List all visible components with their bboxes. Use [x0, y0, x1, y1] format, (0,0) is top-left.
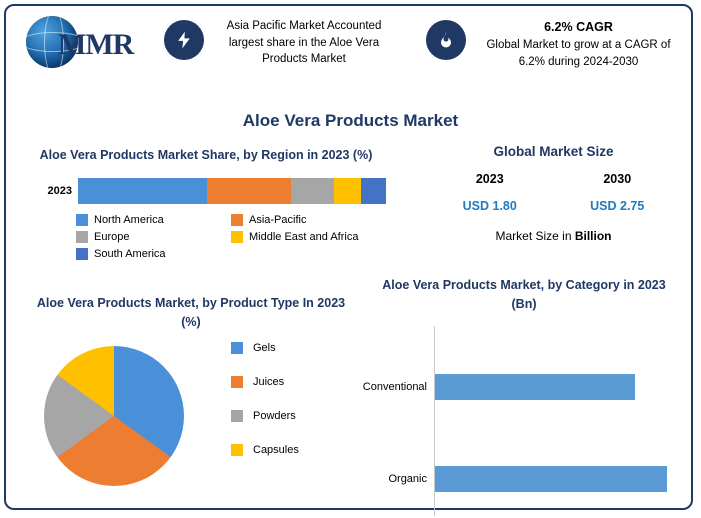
- product-type-pie: [44, 346, 184, 486]
- legend-item: [231, 342, 299, 354]
- region-seg-north-america: [78, 178, 207, 204]
- region-share-chart: [26, 146, 386, 265]
- market-size-years: [426, 172, 681, 186]
- legend-swatch-mea: [231, 231, 243, 243]
- legend-label-south-america: South America: [94, 248, 166, 261]
- page-title: Aloe Vera Products Market: [242, 111, 459, 130]
- legend-swatch-gels: [231, 342, 243, 354]
- legend-label-north-america: North America: [94, 214, 164, 227]
- highlight-cagr: [426, 12, 681, 70]
- legend-swatch-south-america: [76, 248, 88, 260]
- region-seg-asia-pacific: [207, 178, 290, 204]
- region-bar-category: 2023: [47, 185, 72, 198]
- legend-label-gels: Gels: [253, 342, 276, 354]
- legend-label-capsules: Capsules: [253, 444, 299, 456]
- legend-swatch-capsules: [231, 444, 243, 456]
- legend-item: [76, 248, 231, 260]
- legend-swatch-europe: [76, 231, 88, 243]
- legend-label-powders: Powders: [253, 410, 296, 422]
- category-plot-area: [362, 326, 667, 516]
- category-bar-fill-organic: [435, 466, 667, 492]
- legend-label-asia-pacific: Asia-Pacific: [249, 214, 307, 227]
- legend-item: [231, 410, 299, 422]
- brand-logo: [20, 14, 155, 76]
- legend-item: [76, 214, 231, 226]
- region-legend: [26, 214, 386, 265]
- region-seg-europe: [291, 178, 334, 204]
- poster-frame: [4, 4, 693, 510]
- highlight-cagr-body: Global Market to grow at a CAGR of 6.2% during 2024-2030: [486, 39, 671, 68]
- legend-label-juices: Juices: [253, 376, 285, 388]
- category-bar-conventional: [362, 374, 635, 400]
- product-type-chart-title: Aloe Vera Products Market, by Product Type In 2023 (%): [36, 296, 346, 329]
- category-label-conventional: Conventional: [362, 381, 427, 393]
- market-size-footnote: [426, 229, 681, 243]
- legend-label-mea: Middle East and Africa: [249, 231, 359, 244]
- category-chart: [362, 276, 674, 485]
- global-market-size-panel: [426, 144, 681, 243]
- legend-item: [231, 214, 386, 226]
- market-size-footnote-unit: Billion: [574, 229, 612, 243]
- market-size-year-2023: 2023: [475, 172, 504, 186]
- market-size-value-2030: USD 2.75: [590, 199, 645, 213]
- market-size-year-2030: 2030: [603, 172, 632, 186]
- region-bar-row: [26, 178, 386, 204]
- legend-swatch-asia-pacific: [231, 214, 243, 226]
- legend-swatch-north-america: [76, 214, 88, 226]
- product-type-legend: [231, 342, 299, 478]
- highlight-asia-pacific: [164, 12, 394, 68]
- flame-icon: [426, 20, 466, 60]
- legend-item: [76, 231, 231, 243]
- region-seg-mea: [334, 178, 362, 204]
- legend-swatch-juices: [231, 376, 243, 388]
- legend-item: [231, 376, 299, 388]
- category-chart-title: Aloe Vera Products Market, by Category in 2023 (Bn): [382, 278, 666, 311]
- brand-name: MMR: [58, 28, 134, 61]
- legend-swatch-powders: [231, 410, 243, 422]
- highlight-cagr-text: [476, 12, 681, 70]
- highlight-cagr-title: 6.2% CAGR: [544, 20, 613, 34]
- category-bar-organic: [388, 466, 667, 492]
- market-size-footnote-prefix: Market Size in: [495, 229, 575, 243]
- market-size-values: [426, 199, 681, 213]
- legend-item: [231, 444, 299, 456]
- region-seg-south-america: [361, 178, 386, 204]
- legend-label-europe: Europe: [94, 231, 130, 244]
- lightning-bolt-icon: [164, 20, 204, 60]
- highlight-asia-pacific-text: Asia Pacific Market Accounted largest share in the Aloe Vera Products Market: [226, 20, 382, 66]
- region-chart-title: Aloe Vera Products Market Share, by Region in 2023 (%): [39, 148, 373, 162]
- category-label-organic: Organic: [388, 473, 427, 485]
- market-size-title: Global Market Size: [493, 144, 614, 159]
- category-bar-fill-conventional: [435, 374, 635, 400]
- region-bar-stack: [78, 178, 386, 204]
- legend-item: [231, 231, 386, 243]
- product-type-chart: [26, 294, 356, 456]
- market-size-value-2023: USD 1.80: [462, 199, 517, 213]
